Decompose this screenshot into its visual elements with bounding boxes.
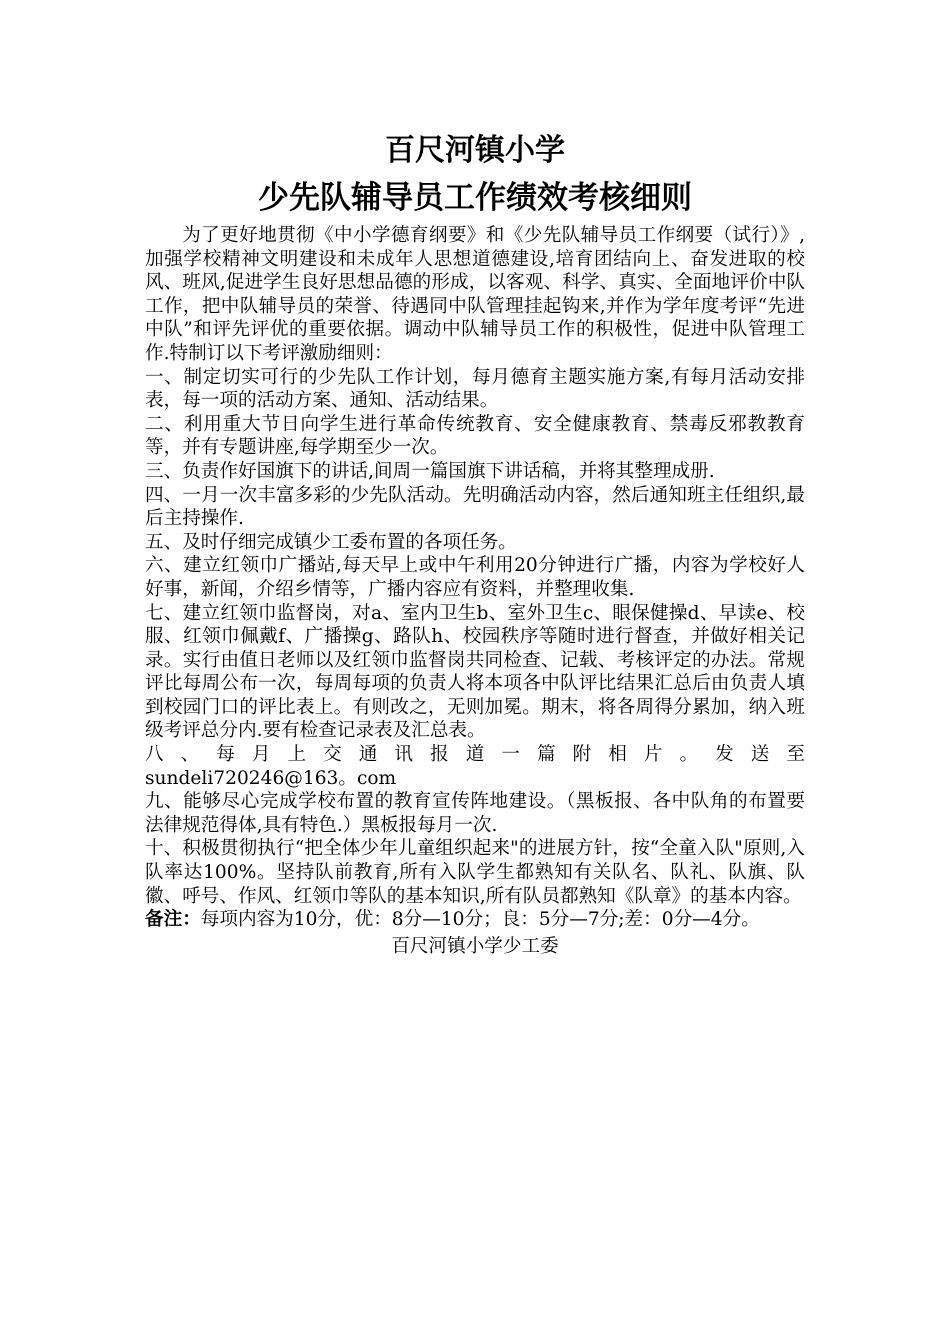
item-9: 九、能够尽心完成学校布置的教育宣传阵地建设。（黑板报、各中队角的布置要法律规范得体,具有特色.）黑板报每月一次. bbox=[145, 791, 805, 836]
item-8-email: sundeli720246@163。com bbox=[145, 767, 397, 789]
item-4: 四、一月一次丰富多彩的少先队活动。先明确活动内容，然后通知班主任组织,最后主持操作. bbox=[145, 484, 805, 530]
item-7: 七、建立红领巾监督岗，对a、室内卫生b、室外卫生c、眼保健操d、早读e、校服、红领巾佩戴f、广播操g、路队h、校园秩序等随时进行督查，并做好相关记录。实行由值日老师以及红领巾监督岗共同检查、记载、考核评定的办法。常规评比每周公布一次，每周每项的负责人将本项各中队评比结果汇总后由负责人填到校园门口的评比表上。有则改之，无则加冕。期末，将各周得分累加，纳入班级考评总分内.要有检查记录表及汇总表。 bbox=[145, 602, 805, 742]
document-title-school: 百尺河镇小学 bbox=[385, 133, 565, 168]
item-8-line-1: 八、每月上交通讯报道一篇附相片。发送至 bbox=[145, 744, 805, 766]
document-title-main: 少先队辅导员工作绩效考核细则 bbox=[258, 180, 692, 216]
note-label: 备注： bbox=[145, 909, 201, 931]
item-3: 三、负责作好国旗下的讲话,间周一篇国旗下讲话稿，并将其整理成册. bbox=[145, 460, 715, 482]
item-5: 五、及时仔细完成镇少工委布置的各项任务。 bbox=[145, 531, 517, 553]
note-text: 每项内容为10分，优：8分—10分；良：5分—7分;差：0分—4分。 bbox=[200, 909, 760, 931]
item-2: 二、利用重大节日向学生进行革命传统教育、安全健康教育、禁毒反邪教教育等，并有专题讲座,每学期至少一次。 bbox=[145, 413, 805, 459]
item-1: 一、制定切实可行的少先队工作计划，每月德育主题实施方案,有每月活动安排表，每一项的活动方案、通知、活动结果。 bbox=[145, 366, 805, 412]
note-paragraph bbox=[145, 908, 805, 932]
item-6: 六、建立红领巾广播站,每天早上或中午利用20分钟进行广播，内容为学校好人好事，新闻，介绍乡情等，广播内容应有资料，并整理收集. bbox=[145, 555, 805, 600]
item-10: 十、积极贯彻执行“把全体少年儿童组织起来"的进展方针，按“全童入队"原则,入队率达100%。坚持队前教育,所有入队学生都熟知有关队名、队礼、队旗、队徽、呼号、作风、红领巾等队的基本知识,所有队员都熟知《队章》的基本内容。 bbox=[145, 838, 805, 907]
intro-paragraph: 为了更好地贯彻《中小学德育纲要》和《少先队辅导员工作纲要（试行）》,加强学校精神文明建设和未成年人思想道德建设,培育团结向上、奋发进取的校风、班风,促进学生良好思想品德的形成，以客观、科学、真实、全面地评价中队工作，把中队辅导员的荣誉、待遇同中队管理挂起钩来,并作为学年度考评“先进中队”和评先评优的重要依据。调动中队辅导员工作的积极性，促进中队管理工作.特制订以下考评激励细则： bbox=[145, 225, 805, 364]
document-body bbox=[145, 224, 805, 932]
signature: 百尺河镇小学少工委 bbox=[391, 935, 559, 957]
document-page bbox=[145, 128, 805, 960]
